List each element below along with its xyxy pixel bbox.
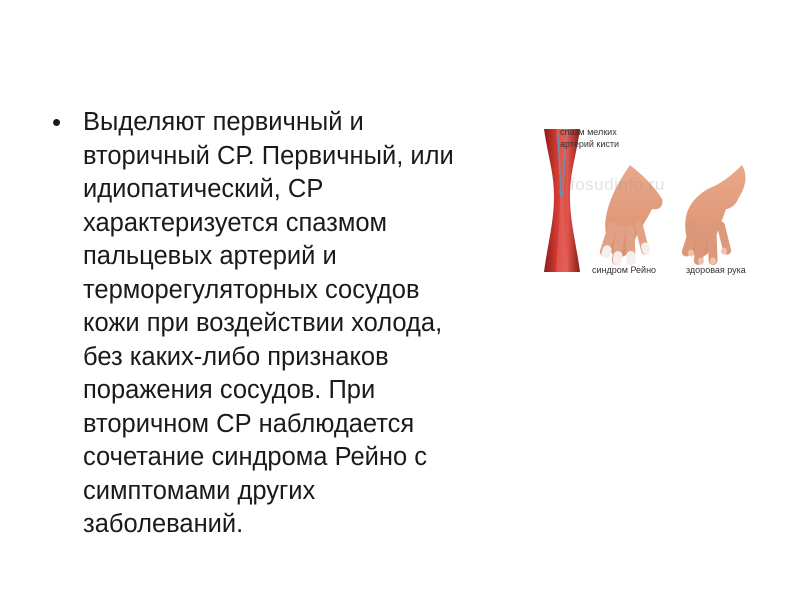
caption-top-line2: артерий кисти xyxy=(560,139,620,149)
watermark: fosudinfo.ru xyxy=(570,175,665,194)
paragraph-line-8: без каких-либо признаков xyxy=(83,342,389,371)
paragraph-line-9: поражения сосудов. При xyxy=(83,376,376,404)
bullet-marker: • xyxy=(52,107,62,137)
paragraph-line-2: вторичный СР. Первичный, или xyxy=(83,141,454,170)
paragraph-line-7: кожи при воздействии холода, xyxy=(83,309,443,337)
label-raynaud-hand: синдром Рейно xyxy=(592,265,657,275)
raynaud-illustration xyxy=(540,127,768,282)
illustration-graphic xyxy=(540,127,768,282)
paragraph-line-13: заболеваний. xyxy=(83,510,244,538)
paragraph-line-6: терморегуляторных сосудов xyxy=(83,275,420,304)
caption-top-line1: спазм мелких xyxy=(560,127,617,137)
paragraph-line-4: характеризуется спазмом xyxy=(83,208,388,237)
healthy-hand xyxy=(681,165,746,266)
paragraph-line-10: вторичном СР наблюдается xyxy=(83,409,415,438)
paragraph-line-11: сочетание синдрома Рейно с xyxy=(83,443,427,471)
label-healthy-hand: здоровая рука xyxy=(686,265,746,275)
paragraph-line-12: симптомами других xyxy=(83,476,316,505)
paragraph-line-1: Выделяют первичный и xyxy=(83,108,364,136)
paragraph-line-5: пальцевых артерий и xyxy=(83,242,337,270)
paragraph-line-3: идиопатический, СР xyxy=(83,175,324,203)
